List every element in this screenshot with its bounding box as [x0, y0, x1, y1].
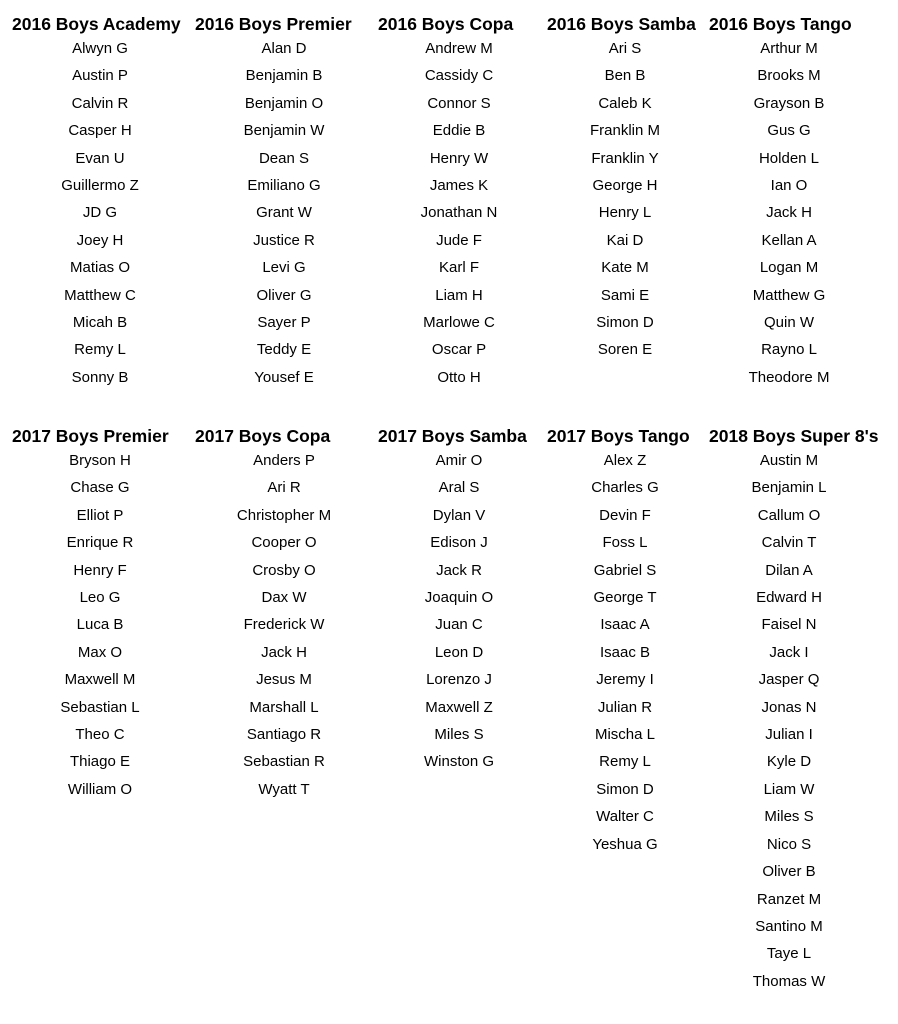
player-name: Jonas N	[761, 698, 817, 716]
player-name: Karl F	[438, 259, 479, 277]
player-name: Kellan A	[761, 231, 817, 249]
player-name: Maxwell Z	[425, 698, 493, 716]
team-title: 2016 Boys Premier	[195, 14, 352, 34]
player-name: Alwyn G	[72, 40, 128, 57]
player-name: Micah B	[72, 314, 128, 332]
player-name: Andrew M	[425, 40, 493, 57]
player-name: Dilan A	[765, 561, 813, 579]
player-name: Marlowe C	[423, 314, 495, 332]
player-name: Guillermo Z	[61, 177, 139, 195]
player-name: Chase G	[70, 479, 130, 497]
player-name: Devin F	[599, 506, 651, 524]
player-name: Santiago R	[246, 726, 322, 744]
player-name: Callum O	[757, 506, 821, 524]
player-name: Matthew C	[64, 286, 136, 304]
player-name: Luca B	[76, 616, 124, 634]
player-name: Ranzet M	[756, 890, 822, 908]
player-name: Benjamin B	[245, 67, 323, 85]
player-name: Christopher M	[236, 506, 332, 524]
player-name: Taye L	[766, 945, 812, 963]
team-title: 2018 Boys Super 8's	[709, 426, 879, 446]
player-name: Aral S	[438, 479, 480, 497]
player-name: Dax W	[261, 589, 307, 607]
player-name: George T	[593, 589, 657, 607]
player-name: Anders P	[253, 452, 315, 469]
team-column	[547, 425, 690, 853]
player-name: Benjamin O	[244, 94, 324, 112]
player-name: Juan C	[435, 616, 483, 634]
player-name: Brooks M	[757, 67, 821, 85]
player-name: Isaac A	[600, 616, 650, 634]
player-name: Julian I	[765, 726, 813, 744]
team-column	[195, 13, 352, 386]
player-list	[199, 35, 369, 391]
player-name: Gabriel S	[593, 561, 657, 579]
player-name: Sebastian L	[60, 698, 140, 716]
player-name: Franklin M	[589, 122, 660, 140]
player-name: Mischa L	[594, 726, 656, 744]
team-column	[378, 13, 514, 386]
player-name: Max O	[77, 643, 123, 661]
player-name: Cassidy C	[424, 67, 494, 85]
player-name: Jack H	[766, 204, 812, 222]
player-name: Isaac B	[599, 643, 651, 661]
team-title: 2016 Boys Copa	[378, 14, 514, 34]
player-list	[704, 35, 874, 391]
team-column	[378, 425, 527, 771]
player-name: Alex Z	[603, 452, 647, 469]
player-list	[199, 447, 369, 803]
team-title: 2016 Boys Tango	[709, 14, 852, 34]
player-name: Austin M	[759, 452, 819, 469]
player-name: Teddy E	[256, 341, 312, 359]
player-name: William O	[67, 780, 133, 798]
player-name: Jonathan N	[420, 204, 498, 222]
player-name: Ari R	[267, 479, 301, 497]
player-name: Liam H	[435, 286, 483, 304]
player-name: Leo G	[79, 589, 121, 607]
player-name: Sebastian R	[243, 753, 325, 771]
player-name: Dylan V	[432, 506, 486, 524]
player-list	[540, 447, 710, 858]
team-title: 2017 Boys Copa	[195, 426, 331, 446]
player-name: Jasper Q	[758, 671, 820, 689]
player-name: Winston G	[423, 753, 495, 771]
player-name: Theodore M	[748, 368, 830, 386]
player-name: Lorenzo J	[426, 671, 492, 689]
player-name: Marshall L	[249, 698, 319, 716]
player-name: Joaquin O	[424, 589, 494, 607]
team-column	[195, 425, 332, 798]
player-name: Casper H	[68, 122, 132, 140]
player-name: Matthew G	[752, 286, 826, 304]
player-name: Soren E	[597, 341, 653, 359]
player-name: Leon D	[434, 643, 484, 661]
player-name: Quin W	[763, 314, 814, 332]
player-name: JD G	[82, 204, 118, 222]
player-name: Oliver B	[762, 863, 816, 881]
team-column	[709, 425, 879, 990]
player-name: Miles S	[434, 726, 484, 744]
player-name: Levi G	[262, 259, 306, 277]
player-name: Jude F	[436, 231, 482, 249]
player-name: Sayer P	[257, 314, 311, 332]
team-column	[709, 13, 852, 386]
player-name: Walter C	[596, 808, 654, 826]
player-name: Yousef E	[254, 368, 314, 386]
player-name: Crosby O	[252, 561, 316, 579]
player-name: Edison J	[430, 534, 488, 552]
team-title: 2017 Boys Premier	[12, 426, 169, 446]
player-name: Austin P	[72, 67, 128, 85]
player-name: Sonny B	[71, 368, 129, 386]
player-name: Sami E	[600, 286, 650, 304]
player-name: Miles S	[764, 808, 814, 826]
player-name: Santino M	[755, 917, 823, 935]
player-name: Oscar P	[431, 341, 487, 359]
player-name: Frederick W	[243, 616, 325, 634]
player-name: Benjamin W	[243, 122, 325, 140]
player-name: Gus G	[767, 122, 811, 140]
team-column	[12, 425, 169, 798]
player-name: Kyle D	[766, 753, 812, 771]
player-name: Nico S	[766, 835, 812, 853]
player-name: Kai D	[606, 231, 644, 249]
player-name: Ari S	[608, 40, 642, 57]
player-name: Arthur M	[760, 40, 818, 57]
player-name: Ian O	[770, 177, 808, 195]
team-column	[12, 13, 181, 386]
player-name: Thiago E	[69, 753, 131, 771]
player-name: Faisel N	[761, 616, 817, 634]
team-column	[547, 13, 696, 359]
player-name: Logan M	[759, 259, 819, 277]
player-name: Kate M	[601, 259, 649, 277]
player-name: Jesus M	[256, 671, 312, 689]
player-name: Jack H	[261, 643, 307, 661]
player-name: Theo C	[75, 726, 125, 744]
player-name: Elliot P	[76, 506, 124, 524]
player-name: Enrique R	[66, 534, 134, 552]
player-name: Jack R	[436, 561, 482, 579]
player-name: Emiliano G	[247, 177, 321, 195]
player-name: Edward H	[756, 589, 822, 607]
player-name: Foss L	[602, 534, 648, 552]
player-name: Benjamin L	[751, 479, 827, 497]
player-name: Henry L	[598, 204, 652, 222]
player-name: Jeremy I	[596, 671, 654, 689]
player-name: Rayno L	[761, 341, 817, 359]
player-name: Henry F	[73, 561, 127, 579]
player-name: Cooper O	[251, 534, 317, 552]
team-title: 2017 Boys Samba	[378, 426, 527, 446]
team-title: 2016 Boys Samba	[547, 14, 696, 34]
player-name: Bryson H	[69, 452, 131, 469]
player-list	[15, 35, 185, 391]
player-name: Grant W	[256, 204, 312, 222]
player-name: Holden L	[758, 149, 820, 167]
player-name: Alan D	[261, 40, 307, 57]
player-name: Simon D	[596, 314, 654, 332]
player-list	[704, 447, 874, 995]
player-name: Matias O	[69, 259, 130, 277]
player-name: Wyatt T	[258, 780, 310, 798]
player-list	[540, 35, 710, 364]
player-list	[374, 35, 544, 391]
player-name: Connor S	[427, 94, 491, 112]
player-name: Otto H	[437, 368, 481, 386]
player-list	[374, 447, 544, 776]
player-list	[15, 447, 185, 803]
player-name: Caleb K	[598, 94, 652, 112]
player-name: Charles G	[591, 479, 659, 497]
player-name: Jack I	[769, 643, 809, 661]
player-name: Remy L	[74, 341, 126, 359]
player-name: Ben B	[604, 67, 646, 85]
player-name: Julian R	[597, 698, 653, 716]
team-title: 2016 Boys Academy	[12, 14, 181, 34]
player-name: Eddie B	[432, 122, 486, 140]
player-name: Thomas W	[752, 972, 826, 990]
player-name: Franklin Y	[591, 149, 659, 167]
player-name: James K	[429, 177, 489, 195]
player-name: Oliver G	[256, 286, 312, 304]
team-title: 2017 Boys Tango	[547, 426, 690, 446]
player-name: Justice R	[253, 231, 315, 249]
player-name: Maxwell M	[64, 671, 136, 689]
player-name: Yeshua G	[592, 835, 658, 853]
player-name: George H	[592, 177, 658, 195]
player-name: Liam W	[763, 780, 815, 798]
player-name: Dean S	[258, 149, 310, 167]
player-name: Henry W	[429, 149, 489, 167]
player-name: Calvin T	[761, 534, 817, 552]
player-name: Simon D	[596, 780, 654, 798]
player-name: Evan U	[75, 149, 125, 167]
player-name: Calvin R	[71, 94, 129, 112]
player-name: Grayson B	[753, 94, 825, 112]
player-name: Remy L	[599, 753, 651, 771]
player-name: Amir O	[435, 452, 483, 469]
player-name: Joey H	[76, 231, 124, 249]
